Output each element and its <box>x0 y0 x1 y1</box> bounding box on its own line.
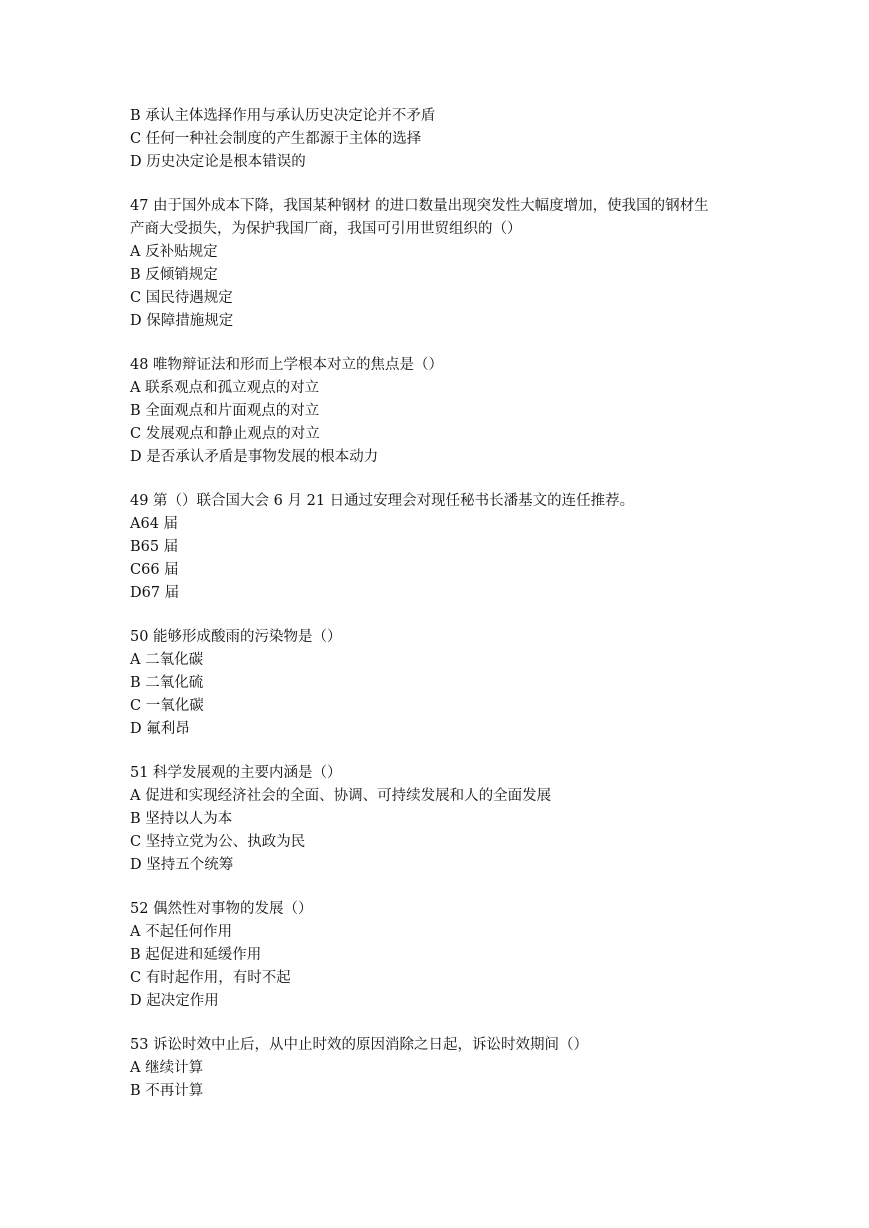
question-block <box>130 490 770 605</box>
answer-option: B 坚持以人为本 <box>130 811 233 827</box>
answer-option: B 起促进和延缓作用 <box>130 947 262 963</box>
question-text: 53 诉讼时效中止后，从中止时效的原因消除之日起，诉讼时效期间（） <box>130 1037 589 1053</box>
answer-option: C 国民待遇规定 <box>130 290 233 306</box>
question-block <box>130 195 770 333</box>
answer-option: D 保障措施规定 <box>130 313 234 329</box>
answer-option: A 继续计算 <box>130 1060 204 1076</box>
answer-option: C 任何一种社会制度的产生都源于主体的选择 <box>130 131 422 147</box>
question-text: 产商大受损失，为保护我国厂商，我国可引用世贸组织的（） <box>130 221 522 237</box>
question-text: 52 偶然性对事物的发展（） <box>130 901 313 917</box>
answer-option: D 坚持五个统筹 <box>130 857 234 873</box>
question-text: 51 科学发展观的主要内涵是（） <box>130 765 342 781</box>
answer-option: A 二氧化碳 <box>130 652 204 668</box>
answer-option: A 反补贴规定 <box>130 244 218 260</box>
answer-option: D67 届 <box>130 585 180 601</box>
answer-option: B65 届 <box>130 539 179 555</box>
answer-option: D 起决定作用 <box>130 993 219 1009</box>
question-block <box>130 762 770 877</box>
answer-option: A 促进和实现经济社会的全面、协调、可持续发展和人的全面发展 <box>130 788 552 804</box>
question-text: 48 唯物辩证法和形而上学根本对立的焦点是（） <box>130 357 444 373</box>
answer-option: C66 届 <box>130 562 179 578</box>
question-block <box>130 354 770 469</box>
answer-option: A 联系观点和孤立观点的对立 <box>130 380 320 396</box>
question-block <box>130 105 770 174</box>
answer-option: C 坚持立党为公、执政为民 <box>130 834 306 850</box>
question-block <box>130 626 770 741</box>
answer-option: B 不再计算 <box>130 1083 204 1099</box>
answer-option: D 是否承认矛盾是事物发展的根本动力 <box>130 449 379 465</box>
question-text: 47 由于国外成本下降，我国某种钢材 的进口数量出现突发性大幅度增加，使我国的钢材生 <box>130 198 709 214</box>
question-block <box>130 1034 770 1103</box>
answer-option: B 承认主体选择作用与承认历史决定论并不矛盾 <box>130 108 436 124</box>
question-text: 49 第（）联合国大会 6 月 21 日通过安理会对现任秘书长潘基文的连任推荐。 <box>130 493 635 509</box>
answer-option: D 历史决定论是根本错误的 <box>130 154 306 170</box>
answer-option: C 发展观点和静止观点的对立 <box>130 426 320 442</box>
answer-option: B 二氧化硫 <box>130 675 204 691</box>
answer-option: D 氟利昂 <box>130 721 190 737</box>
question-block <box>130 898 770 1013</box>
question-text: 50 能够形成酸雨的污染物是（） <box>130 629 342 645</box>
answer-option: B 全面观点和片面观点的对立 <box>130 403 320 419</box>
answer-option: B 反倾销规定 <box>130 267 218 283</box>
answer-option: C 一氧化碳 <box>130 698 204 714</box>
document-page <box>130 105 770 1103</box>
answer-option: A 不起任何作用 <box>130 924 233 940</box>
answer-option: A64 届 <box>130 516 179 532</box>
answer-option: C 有时起作用，有时不起 <box>130 970 291 986</box>
